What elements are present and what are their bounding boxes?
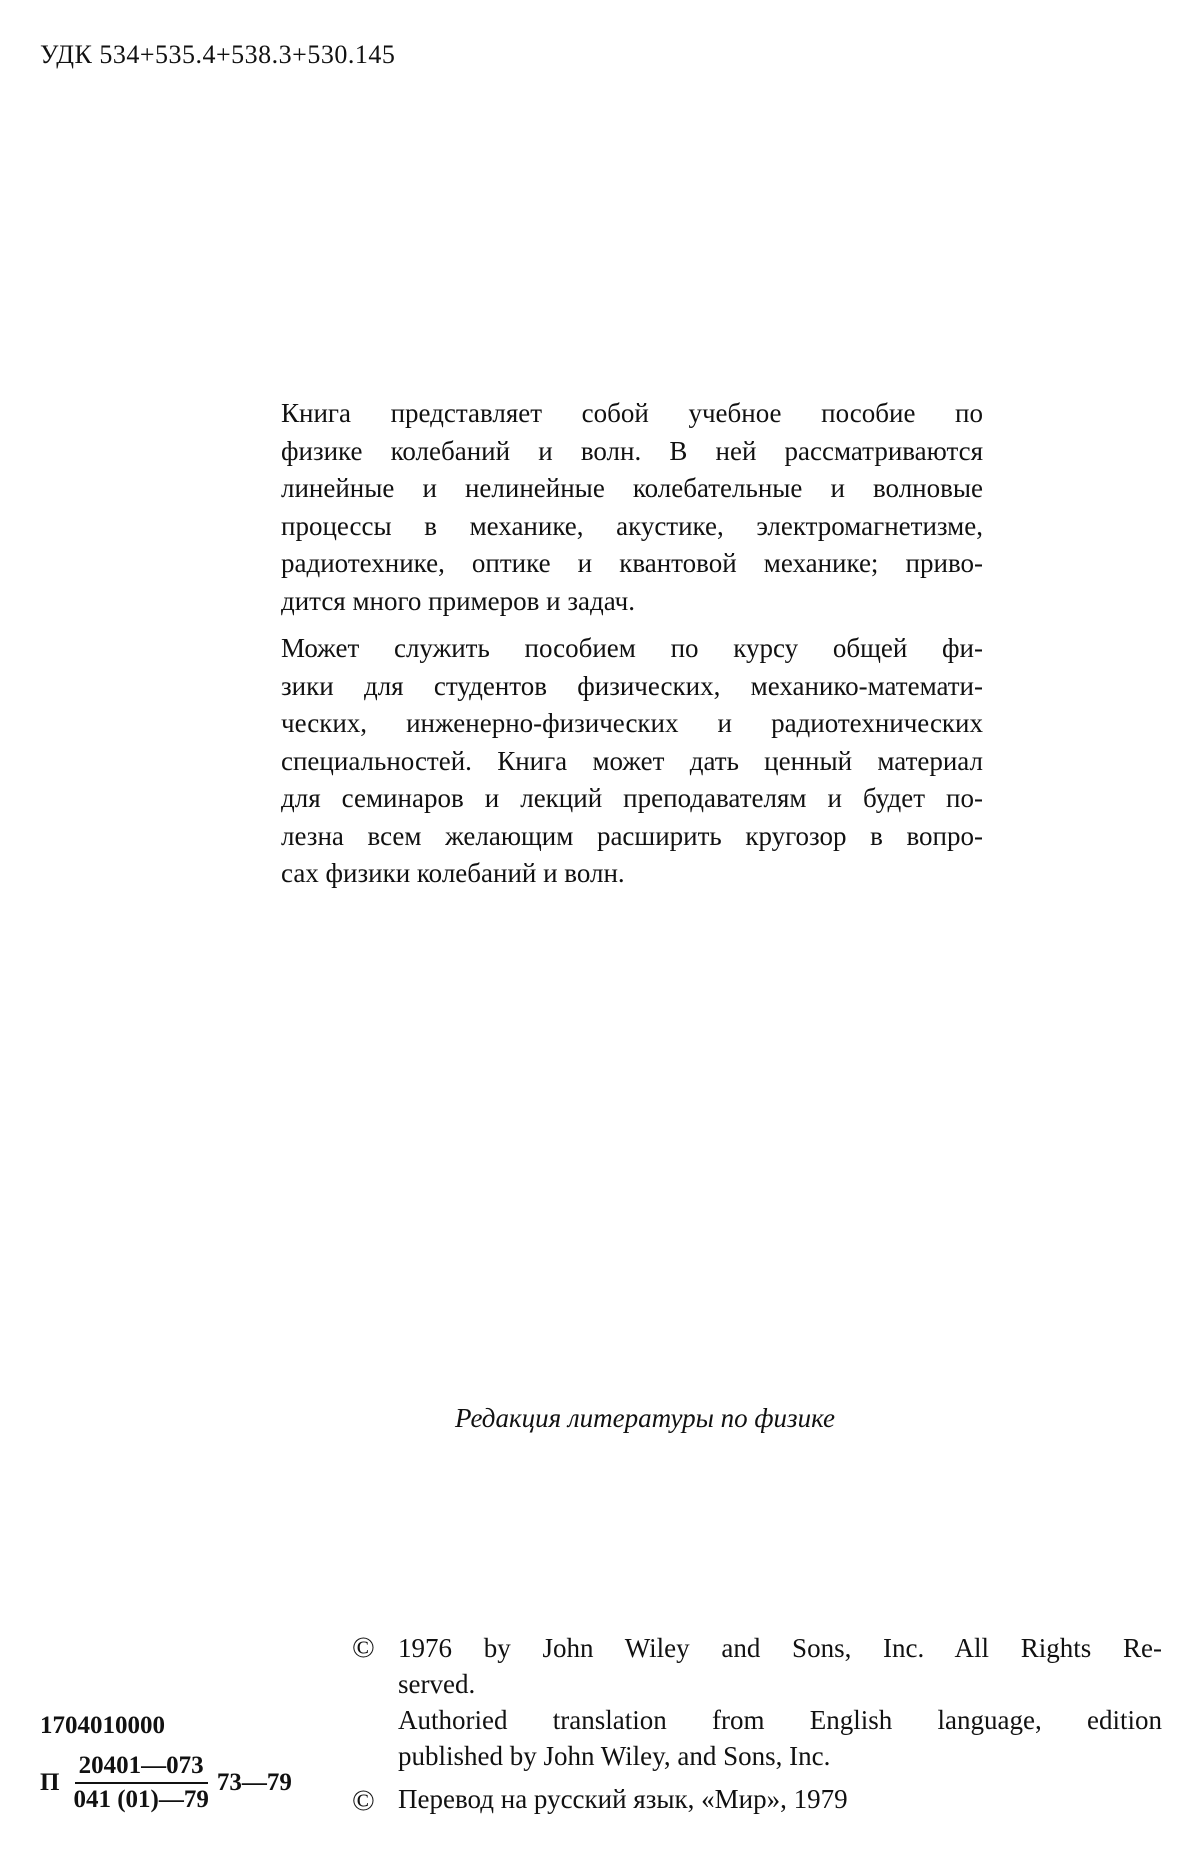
udk-classification: УДК 534+535.4+538.3+530.145 bbox=[40, 40, 396, 69]
translation-copyright-text: Перевод на русский язык, «Мир», 1979 bbox=[398, 1784, 848, 1814]
catalog-prefix: П bbox=[40, 1769, 60, 1796]
abstract-line: для семинаров и лекций преподавателям и будет по- bbox=[281, 783, 983, 813]
copyright-text bbox=[398, 1630, 1162, 1774]
abstract-line: физике колебаний и волн. В ней рассматриваются bbox=[281, 435, 983, 466]
copyright-line: Authoried translation from English language, edition bbox=[398, 1705, 1162, 1735]
abstract-line: Может служить пособием по курсу общей фи- bbox=[281, 633, 983, 663]
copyright-row bbox=[352, 1630, 1162, 1774]
copyright-block bbox=[352, 1630, 1162, 1774]
catalog-denominator: 041 (01)—79 bbox=[73, 1786, 209, 1813]
copyright-line: published by John Wiley, and Sons, Inc. bbox=[398, 1741, 831, 1771]
abstract-line: лезна всем желающим расширить кругозор в вопро- bbox=[281, 820, 983, 851]
abstract-line: Книга представляет собой учебное пособие по bbox=[281, 398, 983, 428]
copyright-line: 1976 by John Wiley and Sons, Inc. All Rights Re- bbox=[398, 1633, 1162, 1663]
abstract-line: специальностей. Книга может дать ценный материал bbox=[281, 745, 983, 776]
abstract-line: процессы в механике, акустике, электромагнетизме, bbox=[281, 510, 983, 541]
copyright-icon: © bbox=[352, 1631, 375, 1664]
abstract-line: линейные и нелинейные колебательные и волновые bbox=[281, 473, 983, 503]
book-abstract bbox=[223, 395, 983, 903]
catalog-suffix: 73—79 bbox=[216, 1769, 292, 1796]
abstract-paragraph-2 bbox=[223, 630, 983, 893]
editorial-office: Редакция литературы по физике bbox=[454, 1403, 836, 1433]
catalog-fraction bbox=[73, 1752, 208, 1814]
translation-copyright bbox=[352, 1784, 848, 1818]
catalog-code: 1704010000 bbox=[40, 1712, 165, 1739]
abstract-line: сах физики колебаний и волн. bbox=[281, 858, 625, 888]
catalog-numerator: 20401—073 bbox=[75, 1752, 208, 1784]
abstract-paragraph-1 bbox=[223, 395, 983, 620]
abstract-line: радиотехнике, оптике и квантовой механике; приво- bbox=[281, 548, 983, 578]
abstract-line: ческих, инженерно-физических и радиотехнических bbox=[281, 708, 983, 738]
abstract-line: дится много примеров и задач. bbox=[281, 585, 635, 616]
abstract-line: зики для студентов физических, механико-математи- bbox=[281, 670, 983, 701]
copyright-icon: © bbox=[352, 1784, 375, 1817]
catalog-index bbox=[40, 1752, 292, 1814]
copyright-line: served. bbox=[398, 1669, 476, 1699]
